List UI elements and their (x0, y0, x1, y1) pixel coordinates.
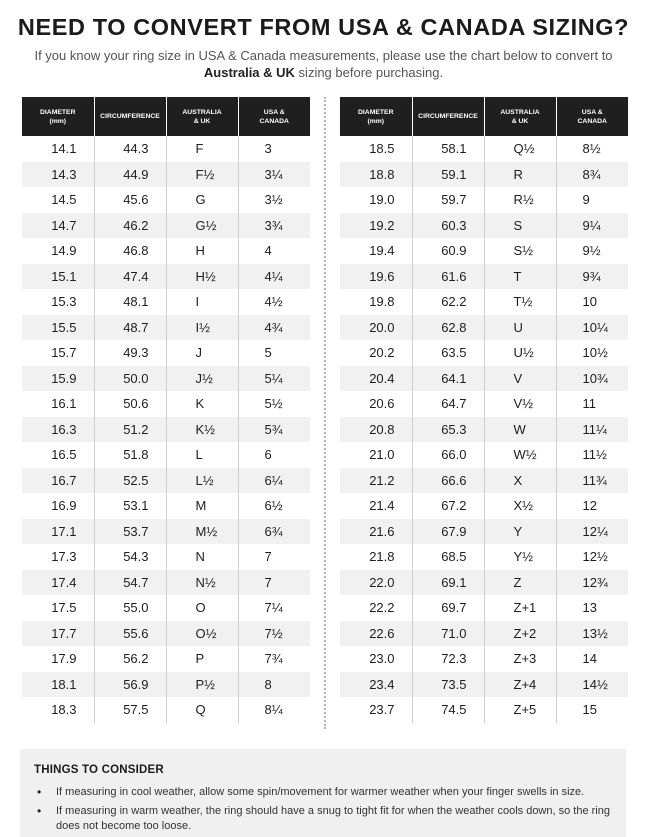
diameter-cell: 16.9 (22, 493, 94, 519)
diameter-cell: 18.1 (22, 672, 94, 698)
table-row (22, 366, 310, 392)
header-diameter: DIAMETER (mm) (22, 97, 94, 136)
usa-canada-cell: 4¾ (238, 315, 310, 341)
diameter-cell: 20.6 (340, 391, 412, 417)
usa-canada-cell: 14½ (556, 672, 628, 698)
consideration-item: • If measuring in warm weather, the ring should have a snug to tight fit for when the weather cools down, so the ring does not become too loose. (34, 804, 612, 834)
subtitle-emphasis: Australia & UK (203, 65, 295, 80)
australia-uk-cell: S½ (484, 238, 556, 264)
table-row (22, 238, 310, 264)
circumference-cell: 50.6 (94, 391, 166, 417)
diameter-cell: 14.1 (22, 136, 94, 162)
column-divider (324, 97, 326, 729)
australia-uk-cell: T½ (484, 289, 556, 315)
diameter-cell: 15.3 (22, 289, 94, 315)
circumference-cell: 59.7 (412, 187, 484, 213)
usa-canada-cell: 7 (264, 549, 272, 565)
usa-canada-cell: 7½ (238, 621, 310, 647)
usa-canada-cell: 15 (582, 702, 597, 718)
usa-canada-cell: 14 (582, 651, 597, 667)
usa-canada-cell: 5½ (264, 396, 283, 412)
circumference-cell: 73.5 (412, 672, 484, 698)
australia-uk-cell: J (166, 340, 238, 366)
diameter-cell: 20.8 (340, 417, 412, 443)
diameter-cell: 15.1 (22, 264, 94, 290)
usa-canada-cell: 12¾ (556, 570, 628, 596)
table-row (340, 493, 628, 519)
table-row (22, 264, 310, 290)
header-circumference: CIRCUMFERENCE (94, 97, 166, 136)
australia-uk-cell: M½ (166, 519, 238, 545)
australia-uk-cell: Z (484, 570, 556, 596)
table-row (22, 340, 310, 366)
diameter-cell: 18.5 (340, 136, 412, 162)
australia-uk-cell: I (166, 289, 238, 315)
australia-uk-cell: K½ (166, 417, 238, 443)
usa-canada-cell: 10½ (582, 345, 608, 361)
table-row (340, 621, 628, 647)
diameter-cell: 15.9 (22, 366, 94, 392)
australia-uk-cell: F½ (166, 162, 238, 188)
table-row (22, 162, 310, 188)
diameter-cell: 14.5 (22, 187, 94, 213)
australia-uk-cell: Z+4 (484, 672, 556, 698)
usa-canada-cell: 5 (264, 345, 272, 361)
australia-uk-cell: R½ (484, 187, 556, 213)
diameter-cell: 16.7 (22, 468, 94, 494)
usa-canada-cell: 9½ (582, 243, 601, 259)
australia-uk-cell: U½ (484, 340, 556, 366)
table-row (22, 315, 310, 341)
table-row (22, 595, 310, 621)
australia-uk-cell: V (484, 366, 556, 392)
usa-canada-cell: 7¾ (264, 651, 283, 667)
usa-canada-cell: 8¼ (264, 702, 283, 718)
table-row (340, 595, 628, 621)
diameter-cell: 20.2 (340, 340, 412, 366)
table-row (22, 417, 310, 443)
page-title: NEED TO CONVERT FROM USA & CANADA SIZING? (17, 14, 630, 40)
table-row (340, 519, 628, 545)
usa-canada-cell: 5¼ (238, 366, 310, 392)
table-row (340, 264, 628, 290)
table-header-row (340, 97, 628, 136)
usa-canada-cell: 7¼ (264, 600, 283, 616)
circumference-cell: 51.2 (94, 417, 166, 443)
size-table-body-right (340, 136, 628, 723)
table-row (22, 187, 310, 213)
table-row (340, 366, 628, 392)
circumference-cell: 53.7 (94, 519, 166, 545)
table-row (340, 213, 628, 239)
size-table-right (340, 97, 628, 723)
considerations-list (34, 785, 612, 834)
circumference-cell: 63.5 (412, 340, 484, 366)
table-row (22, 544, 310, 570)
diameter-cell: 17.3 (22, 544, 94, 570)
table-row (340, 468, 628, 494)
usa-canada-cell: 3¾ (238, 213, 310, 239)
australia-uk-cell: X½ (484, 493, 556, 519)
header-australia-uk: AUSTRALIA & UK (166, 97, 238, 136)
circumference-cell: 48.7 (94, 315, 166, 341)
circumference-cell: 53.1 (94, 493, 166, 519)
diameter-cell: 21.2 (340, 468, 412, 494)
diameter-cell: 15.7 (22, 340, 94, 366)
table-row (340, 162, 628, 188)
usa-canada-cell: 4¼ (238, 264, 310, 290)
circumference-cell: 67.9 (412, 519, 484, 545)
subtitle-line2: sizing before purchasing. (294, 65, 444, 80)
diameter-cell: 17.5 (22, 595, 94, 621)
table-row (340, 187, 628, 213)
diameter-cell: 22.6 (340, 621, 412, 647)
circumference-cell: 51.8 (94, 442, 166, 468)
diameter-cell: 20.4 (340, 366, 412, 392)
circumference-cell: 48.1 (94, 289, 166, 315)
circumference-cell: 68.5 (412, 544, 484, 570)
diameter-cell: 23.7 (340, 697, 412, 723)
header-usa-canada: USA & CANADA (556, 97, 628, 136)
diameter-cell: 14.9 (22, 238, 94, 264)
usa-canada-cell: 4½ (264, 294, 283, 310)
australia-uk-cell: Q (166, 697, 238, 723)
circumference-cell: 46.8 (94, 238, 166, 264)
australia-uk-cell: Z+1 (484, 595, 556, 621)
diameter-cell: 19.2 (340, 213, 412, 239)
diameter-cell: 22.0 (340, 570, 412, 596)
australia-uk-cell: U (484, 315, 556, 341)
diameter-cell: 21.6 (340, 519, 412, 545)
diameter-cell: 14.7 (22, 213, 94, 239)
diameter-cell: 18.8 (340, 162, 412, 188)
usa-canada-cell: 6¼ (238, 468, 310, 494)
circumference-cell: 47.4 (94, 264, 166, 290)
diameter-cell: 19.0 (340, 187, 412, 213)
circumference-cell: 45.6 (94, 187, 166, 213)
australia-uk-cell: Q½ (484, 136, 556, 162)
australia-uk-cell: Z+3 (484, 646, 556, 672)
table-row (340, 340, 628, 366)
circumference-cell: 69.7 (412, 595, 484, 621)
header-diameter: DIAMETER (mm) (340, 97, 412, 136)
usa-canada-cell: 11½ (582, 447, 607, 463)
australia-uk-cell: P½ (166, 672, 238, 698)
usa-canada-cell: 12¼ (556, 519, 628, 545)
australia-uk-cell: W (484, 417, 556, 443)
australia-uk-cell: P (166, 646, 238, 672)
australia-uk-cell: L½ (166, 468, 238, 494)
table-row (340, 544, 628, 570)
circumference-cell: 59.1 (412, 162, 484, 188)
circumference-cell: 58.1 (412, 136, 484, 162)
australia-uk-cell: Z+2 (484, 621, 556, 647)
australia-uk-cell: G (166, 187, 238, 213)
table-row (340, 646, 628, 672)
page-subtitle (0, 47, 647, 81)
circumference-cell: 69.1 (412, 570, 484, 596)
table-row (340, 672, 628, 698)
table-row (22, 442, 310, 468)
diameter-cell: 18.3 (22, 697, 94, 723)
circumference-cell: 54.7 (94, 570, 166, 596)
circumference-cell: 49.3 (94, 340, 166, 366)
circumference-cell: 54.3 (94, 544, 166, 570)
table-row (22, 213, 310, 239)
usa-canada-cell: 9¼ (556, 213, 628, 239)
table-row (22, 646, 310, 672)
table-row (22, 289, 310, 315)
usa-canada-cell: 3¼ (238, 162, 310, 188)
australia-uk-cell: F (166, 136, 238, 162)
circumference-cell: 55.6 (94, 621, 166, 647)
diameter-cell: 15.5 (22, 315, 94, 341)
diameter-cell: 17.7 (22, 621, 94, 647)
header-australia-uk: AUSTRALIA & UK (484, 97, 556, 136)
circumference-cell: 55.0 (94, 595, 166, 621)
usa-canada-cell: 10¼ (556, 315, 628, 341)
table-row (340, 238, 628, 264)
table-row (22, 468, 310, 494)
circumference-cell: 62.2 (412, 289, 484, 315)
australia-uk-cell: O (166, 595, 238, 621)
usa-canada-cell: 10¾ (556, 366, 628, 392)
usa-canada-cell: 13½ (556, 621, 628, 647)
australia-uk-cell: O½ (166, 621, 238, 647)
table-row (340, 315, 628, 341)
circumference-cell: 67.2 (412, 493, 484, 519)
considerations-heading: THINGS TO CONSIDER (34, 764, 164, 776)
australia-uk-cell: S (484, 213, 556, 239)
diameter-cell: 17.9 (22, 646, 94, 672)
circumference-cell: 44.3 (94, 136, 166, 162)
circumference-cell: 50.0 (94, 366, 166, 392)
usa-canada-cell: 8¾ (556, 162, 628, 188)
circumference-cell: 65.3 (412, 417, 484, 443)
table-row (22, 570, 310, 596)
circumference-cell: 61.6 (412, 264, 484, 290)
australia-uk-cell: R (484, 162, 556, 188)
table-row (22, 697, 310, 723)
diameter-cell: 21.0 (340, 442, 412, 468)
usa-canada-cell: 8 (238, 672, 310, 698)
diameter-cell: 23.4 (340, 672, 412, 698)
circumference-cell: 62.8 (412, 315, 484, 341)
australia-uk-cell: Y (484, 519, 556, 545)
circumference-cell: 74.5 (412, 697, 484, 723)
size-table-left (22, 97, 310, 723)
circumference-cell: 56.2 (94, 646, 166, 672)
circumference-cell: 52.5 (94, 468, 166, 494)
australia-uk-cell: H (166, 238, 238, 264)
usa-canada-cell: 4 (264, 243, 272, 259)
consideration-item: • If measuring in cool weather, allow some spin/movement for warmer weather when your finger swells in size. (34, 785, 612, 800)
usa-canada-cell: 6½ (264, 498, 283, 514)
usa-canada-cell: 10 (582, 294, 597, 310)
australia-uk-cell: K (166, 391, 238, 417)
usa-canada-cell: 8½ (582, 141, 601, 157)
australia-uk-cell: M (166, 493, 238, 519)
circumference-cell: 44.9 (94, 162, 166, 188)
circumference-cell: 64.1 (412, 366, 484, 392)
table-row (340, 391, 628, 417)
circumference-cell: 72.3 (412, 646, 484, 672)
usa-canada-cell: 6¾ (238, 519, 310, 545)
usa-canada-cell: 5¾ (238, 417, 310, 443)
australia-uk-cell: J½ (166, 366, 238, 392)
table-row (340, 417, 628, 443)
usa-canada-cell: 12 (582, 498, 597, 514)
diameter-cell: 16.1 (22, 391, 94, 417)
diameter-cell: 19.6 (340, 264, 412, 290)
australia-uk-cell: V½ (484, 391, 556, 417)
usa-canada-cell: 11¾ (556, 468, 628, 494)
circumference-cell: 66.0 (412, 442, 484, 468)
size-table-body-left (22, 136, 310, 723)
table-header-row (22, 97, 310, 136)
australia-uk-cell: H½ (166, 264, 238, 290)
table-row (340, 136, 628, 162)
table-row (22, 519, 310, 545)
australia-uk-cell: T (484, 264, 556, 290)
australia-uk-cell: N½ (166, 570, 238, 596)
usa-canada-cell: 13 (582, 600, 597, 616)
table-row (22, 493, 310, 519)
table-row (340, 442, 628, 468)
circumference-cell: 66.6 (412, 468, 484, 494)
australia-uk-cell: Y½ (484, 544, 556, 570)
diameter-cell: 22.2 (340, 595, 412, 621)
circumference-cell: 60.9 (412, 238, 484, 264)
header-usa-canada: USA & CANADA (238, 97, 310, 136)
diameter-cell: 16.3 (22, 417, 94, 443)
considerations-box (20, 749, 626, 837)
table-row (340, 289, 628, 315)
usa-canada-cell: 7 (238, 570, 310, 596)
diameter-cell: 17.1 (22, 519, 94, 545)
circumference-cell: 56.9 (94, 672, 166, 698)
table-row (340, 697, 628, 723)
usa-canada-cell: 9 (582, 192, 590, 208)
usa-canada-cell: 11¼ (556, 417, 628, 443)
circumference-cell: 71.0 (412, 621, 484, 647)
table-row (22, 391, 310, 417)
australia-uk-cell: Z+5 (484, 697, 556, 723)
table-row (340, 570, 628, 596)
diameter-cell: 19.4 (340, 238, 412, 264)
header-circumference: CIRCUMFERENCE (412, 97, 484, 136)
diameter-cell: 16.5 (22, 442, 94, 468)
circumference-cell: 46.2 (94, 213, 166, 239)
diameter-cell: 17.4 (22, 570, 94, 596)
australia-uk-cell: G½ (166, 213, 238, 239)
circumference-cell: 64.7 (412, 391, 484, 417)
australia-uk-cell: L (166, 442, 238, 468)
usa-canada-cell: 11 (582, 396, 596, 412)
australia-uk-cell: N (166, 544, 238, 570)
usa-canada-cell: 3½ (264, 192, 283, 208)
usa-canada-cell: 12½ (582, 549, 608, 565)
table-row (22, 621, 310, 647)
diameter-cell: 20.0 (340, 315, 412, 341)
australia-uk-cell: W½ (484, 442, 556, 468)
subtitle-line1: If you know your ring size in USA & Canada measurements, please use the chart below to convert to (34, 48, 613, 63)
usa-canada-cell: 9¾ (556, 264, 628, 290)
usa-canada-cell: 6 (264, 447, 272, 463)
australia-uk-cell: I½ (166, 315, 238, 341)
australia-uk-cell: X (484, 468, 556, 494)
diameter-cell: 23.0 (340, 646, 412, 672)
diameter-cell: 21.8 (340, 544, 412, 570)
diameter-cell: 21.4 (340, 493, 412, 519)
table-row (22, 672, 310, 698)
diameter-cell: 19.8 (340, 289, 412, 315)
usa-canada-cell: 3 (264, 141, 272, 157)
circumference-cell: 60.3 (412, 213, 484, 239)
circumference-cell: 57.5 (94, 697, 166, 723)
table-row (22, 136, 310, 162)
diameter-cell: 14.3 (22, 162, 94, 188)
